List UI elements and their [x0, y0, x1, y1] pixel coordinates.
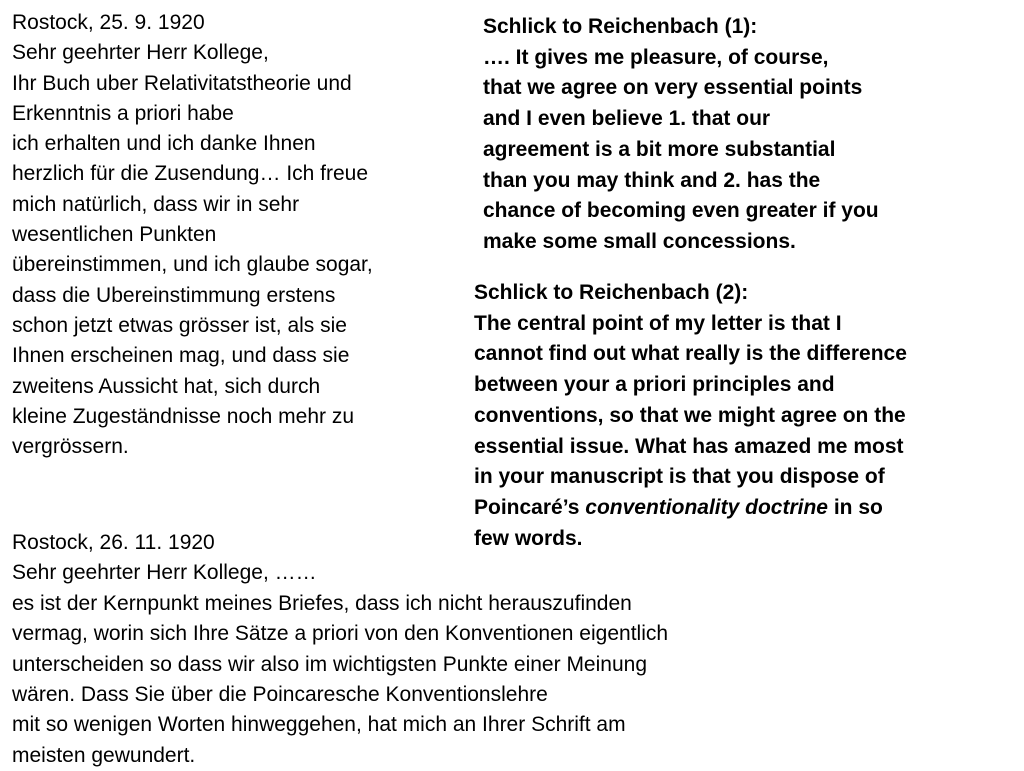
german-letter-1-line: schon jetzt etwas grösser ist, als sie — [12, 313, 347, 337]
english-translation-1-line: Schlick to Reichenbach (1): — [483, 15, 758, 38]
poincare-prefix: Poincaré’s — [474, 495, 586, 519]
poincare-suffix: in so — [827, 495, 883, 519]
german-letter-2-line: Sehr geehrter Herr Kollege, …… — [12, 561, 317, 585]
english-translation-1-line: …. It gives me pleasure, of course, — [483, 45, 829, 69]
german-letter-2-line: Rostock, 26. 11. 1920 — [12, 531, 215, 554]
german-letter-1-line: Ihnen erscheinen mag, und dass sie — [12, 344, 350, 368]
english-translation-2-line: in your manuscript is that you dispose of — [474, 465, 885, 489]
german-letter-2-line: es ist der Kernpunkt meines Briefes, dass ich nicht herauszufinden — [12, 591, 632, 615]
english-translation-2-poincare-line — [474, 493, 907, 524]
german-letter-2-line: vermag, worin sich Ihre Sätze a priori von den Konventionen eigentlich — [12, 622, 669, 646]
german-letter-1-line: übereinstimmen, und ich glaube sogar, — [12, 253, 373, 277]
english-translation-1-line: chance of becoming even greater if you — [483, 199, 879, 223]
english-translation-1-line: agreement is a bit more substantial — [483, 137, 836, 161]
english-translation-1-line: and I even believe 1. that our — [483, 107, 771, 131]
english-translation-2 — [474, 278, 907, 554]
english-translation-1-line: than you may think and 2. has the — [483, 168, 821, 192]
english-translation-2-line: conventions, so that we might agree on the — [474, 403, 906, 427]
german-letter-1-line: wesentlichen Punkten — [12, 223, 217, 247]
german-letter-2-line: unterscheiden so dass wir also im wichtigsten Punkte einer Meinung — [12, 652, 647, 676]
english-translation-2-lines — [474, 278, 907, 493]
english-translation-1 — [483, 12, 879, 258]
german-letter-1-line: Erkenntnis a priori habe — [12, 101, 234, 125]
german-letter-1-line: mich natürlich, dass wir in sehr — [12, 192, 300, 216]
german-letter-1-line: ich erhalten und ich danke Ihnen — [12, 132, 316, 156]
german-letter-1-line: vergrössern. — [12, 435, 129, 459]
english-translation-2-line: essential issue. What has amazed me most — [474, 434, 904, 458]
english-translation-2-final-line: few words. — [474, 526, 583, 550]
english-translation-2-line: The central point of my letter is that I — [474, 311, 842, 335]
english-translation-2-line: between your a priori principles and — [474, 373, 835, 397]
german-letter-1-line: kleine Zugeständnisse noch mehr zu — [12, 404, 355, 428]
german-letter-1 — [12, 8, 373, 462]
german-letter-2-line: mit so wenigen Worten hinweggehen, hat mich an Ihrer Schrift am — [12, 713, 626, 737]
english-translation-2-line: Schlick to Reichenbach (2): — [474, 281, 749, 304]
german-letter-2-line: meisten gewundert. — [12, 743, 196, 767]
german-letter-1-line: Sehr geehrter Herr Kollege, — [12, 41, 269, 65]
english-translation-2-line: cannot find out what really is the difference — [474, 342, 907, 366]
english-translation-1-line: make some small concessions. — [483, 229, 796, 253]
english-translation-1-line: that we agree on very essential points — [483, 76, 863, 100]
german-letter-1-line: herzlich für die Zusendung… Ich freue — [12, 162, 369, 186]
german-letter-1-line: zweitens Aussicht hat, sich durch — [12, 374, 321, 398]
german-letter-1-line: Rostock, 25. 9. 1920 — [12, 11, 205, 34]
german-letter-2 — [12, 528, 668, 771]
german-letter-2-line: wären. Dass Sie über die Poincaresche Konventionslehre — [12, 683, 548, 707]
conventionality-doctrine-emphasis: conventionality doctrine — [585, 495, 828, 519]
german-letter-1-line: dass die Ubereinstimmung erstens — [12, 283, 336, 307]
german-letter-1-line: Ihr Buch uber Relativitatstheorie und — [12, 71, 352, 95]
